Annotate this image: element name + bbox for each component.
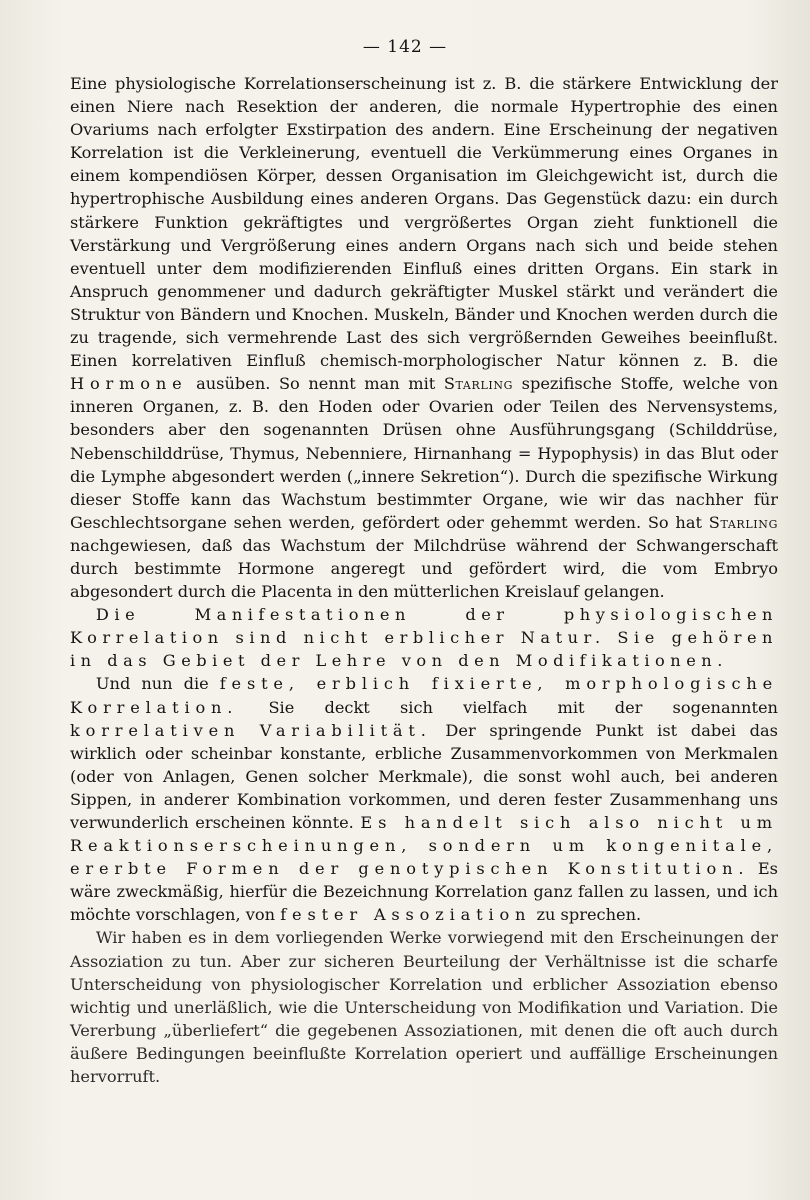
spaced-term-correlative-variability: korrelativen Variabilität. [70,720,432,740]
text-run: nachgewiesen, daß das Wachstum der Milchdrüse während der Schwangerschaft durch bestimmte Hormone angeregt und gefördert wird, die vom Embryo abgesondert durch die Placenta in den mütterlichen Kreislauf gelangen. [70,535,778,602]
text-run: Und nun die [95,674,220,694]
paragraph-fixed-correlation [70,672,778,926]
text-run: ausüben. So nennt man mit [187,374,444,394]
author-name-starling: Starling [708,512,778,532]
text-run: Der springende Punkt ist dabei das wirklich oder scheinbar konstante, erbliche Zusammenvorkommen von Merkmalen (oder von Anlagen, Genen solcher Merkmale), die sonst wohl auch, bei anderen Sippen, in anderer Kombination vorkommen, und deren fester Zusammenhang uns verwunderlich erscheinen könnte. [70,720,778,832]
spaced-term-fixed-association: fester Assoziation [280,905,532,925]
paragraph-association: Wir haben es in dem vorliegenden Werke vorwiegend mit den Erscheinungen der Assoziation zu tun. Aber zur sicheren Beurteilung der Verhältnisse ist die scharfe Unterscheidung von physiologischer Korrelation und erblicher Assoziation ebenso wichtig und unerläßlich, wie die Unterscheidung von Modifikation und Variation. Die Vererbung „überliefert“ die gegebenen Assoziationen, mit denen die oft auch durch äußere Bedingungen beeinflußte Korrelation operiert und auffällige Erscheinungen hervorruft. [70,928,778,1087]
author-name-starling: Starling [443,374,514,394]
spaced-phrase-genotypic-constitution: Es handelt sich also nicht um Reaktionserscheinungen, sondern um kongenitale, ererbte Formen der genotypischen Konstitution. [70,813,778,879]
text-run: Eine physiologische Korrelationserscheinung ist z. B. die stärkere Entwicklung der einen Niere nach Resektion der anderen, die normale Hypertrophie des einen Ovariums nach erfolgter Exstirpation des andern. Eine Erscheinung der negativen Korrelation ist die Verkleinerung, eventuell die Verkümmerung eines Organes in einem kompendiösen Körper, dessen Organisation im Gleichgewicht ist, durch die hypertrophische Ausbildung eines anderen Organs. Das Gegenstück dazu: ein durch stärkere Funktion gekräftigtes und vergrößertes Organ zieht funktionell die Verstärkung und Vergrößerung eines andern Organs nach sich und beide stehen eventuell unter dem modifizierenden Einfluß eines dritten Organs. Ein stark in Anspruch genommener und dadurch gekräftigter Muskel stärkt und verändert die Struktur von Bändern und Knochen. Muskeln, Bänder und Knochen werden durch die zu tragende, sich vermehrende Last des sich vergrößernden Geweihes beeinflußt. Einen korrelativen Einfluß chemisch-morphologischer Natur können z. B. die [70,74,778,371]
text-run: zu sprechen. [531,905,642,925]
paragraph-manifestations-spaced: Die Manifestationen der physiologischen Korrelation sind nicht erblicher Natur. Sie gehören in das Gebiet der Lehre von den Modifikationen. [70,605,778,671]
spaced-term-hormone: Hormone [70,374,188,394]
text-run: Sie deckt sich vielfach mit der sogenannten [238,697,778,717]
paragraph-correlation-examples [70,72,778,603]
body-text [70,72,778,1088]
text-run: Es wäre zweckmäßig, hierfür die Bezeichnung Korrelation ganz fallen zu lassen, und ich möchte vorschlagen, von [70,859,778,925]
spaced-term-fixed-correlation: feste, erblich fixierte, morphologische Korrelation. [70,674,779,717]
text-run: spezifische Stoffe, welche von inneren Organen, z. B. den Hoden oder Ovarien oder Teilen des Nervensystems, besonders aber den sogenannten Drüsen ohne Ausführungsgang (Schilddrüse, Nebenschilddrüse, Thymus, Nebenniere, Hirnanhang = Hypophysis) in das Blut oder die Lymphe abgesondert werden („innere Sekretion“). Durch die spezifische Wirkung dieser Stoffe kann das Wachstum bestimmter Organe, wie wir das nachher für Geschlechtsorgane sehen werden, gefördert oder gehemmt werden. So hat [70,374,778,532]
page-number: — 142 — [362,37,448,57]
